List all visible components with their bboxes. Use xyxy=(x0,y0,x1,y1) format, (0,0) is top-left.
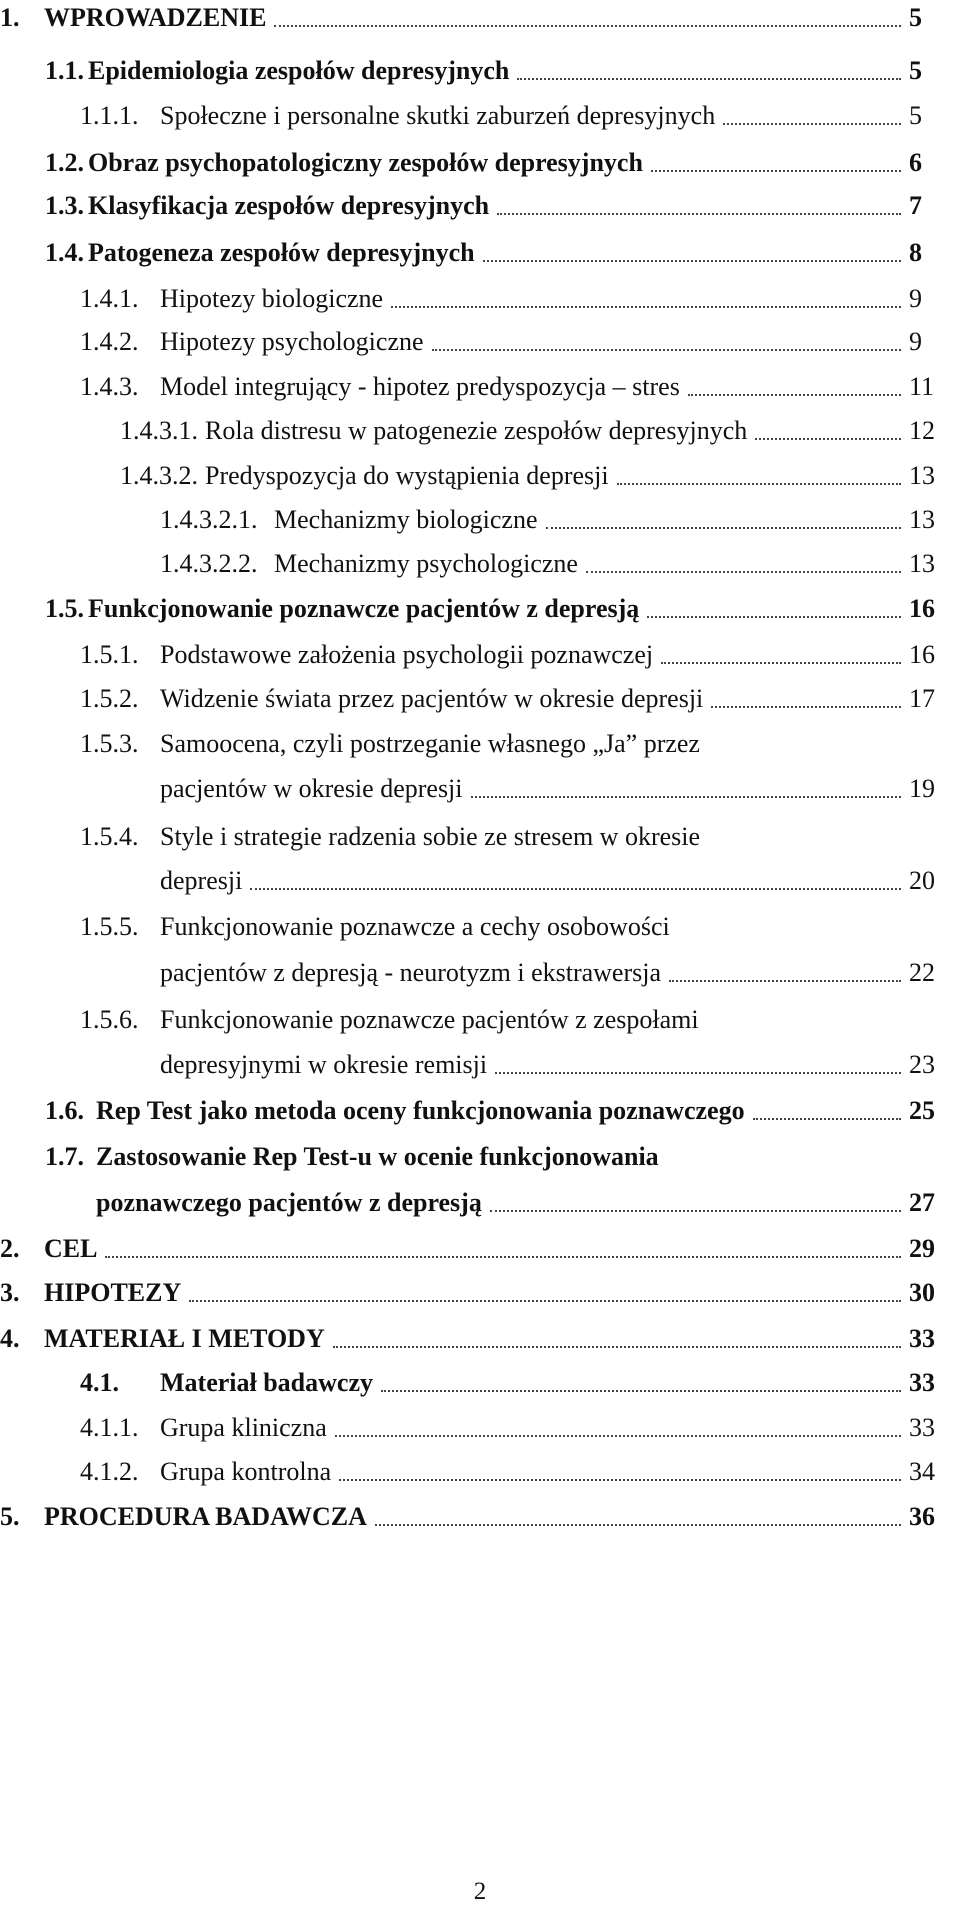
toc-entry-number: 1.4.3.2.1. xyxy=(160,505,258,534)
toc-entry-number: 1.3. xyxy=(45,191,84,220)
toc-entry-title: Mechanizmy biologiczne xyxy=(274,505,538,534)
toc-entry-page: 33 xyxy=(909,1368,935,1397)
toc-entry-number: 1.4. xyxy=(45,238,84,267)
toc-entry-title: Funkcjonowanie poznawcze pacjentów z zespołami xyxy=(160,1005,699,1034)
toc-entry-number: 1.5.4. xyxy=(80,822,139,851)
toc-entry-title: Model integrujący - hipotez predyspozycja – stres xyxy=(160,372,680,401)
toc-leader-dots xyxy=(391,306,901,308)
toc-entry-title-continued: pacjentów z depresją - neurotyzm i ekstrawersja xyxy=(160,958,662,987)
toc-entry-number: 1.6. xyxy=(45,1096,84,1125)
toc-entry-page: 33 xyxy=(909,1324,935,1353)
toc-leader-dots xyxy=(189,1300,901,1302)
toc-entry-title: Materiał badawczy xyxy=(160,1368,374,1397)
toc-entry-title: Samoocena, czyli postrzeganie własnego „Ja” przez xyxy=(160,729,700,758)
toc-leader-dots xyxy=(333,1346,901,1348)
toc-entry-title: HIPOTEZY xyxy=(44,1278,182,1307)
toc-entry-page: 33 xyxy=(909,1413,935,1442)
toc-entry-title: CEL xyxy=(44,1234,98,1263)
toc-entry-number: 3. xyxy=(0,1278,20,1307)
toc-entry-page: 9 xyxy=(909,327,922,356)
toc-entry-title: Obraz psychopatologiczny zespołów depresyjnych xyxy=(88,148,643,177)
toc-entry-page: 6 xyxy=(909,148,922,177)
toc-entry-number: 1.2. xyxy=(45,148,84,177)
toc-entry-number: 1.5.1. xyxy=(80,640,139,669)
toc-leader-dots xyxy=(517,78,901,80)
toc-entry-title-continued: pacjentów w okresie depresji xyxy=(160,774,463,803)
toc-entry-number: 1.5.6. xyxy=(80,1005,139,1034)
toc-leader-dots xyxy=(586,571,901,573)
toc-entry-page: 13 xyxy=(909,505,935,534)
toc-entry-title: Grupa kliniczna xyxy=(160,1413,327,1442)
toc-leader-dots xyxy=(339,1479,901,1481)
toc-entry-title: Podstawowe założenia psychologii poznawczej xyxy=(160,640,654,669)
toc-leader-dots xyxy=(490,1210,901,1212)
toc-leader-dots xyxy=(432,349,901,351)
toc-entry-page: 22 xyxy=(909,958,935,987)
toc-entry-number: 1.1.1. xyxy=(80,101,139,130)
toc-entry-page: 5 xyxy=(909,56,922,85)
toc-leader-dots xyxy=(711,706,901,708)
toc-leader-dots xyxy=(617,483,901,485)
toc-entry-title: Hipotezy psychologiczne xyxy=(160,327,424,356)
toc-leader-dots xyxy=(497,213,901,215)
toc-entry-page: 36 xyxy=(909,1502,935,1531)
toc-entry-page: 16 xyxy=(909,640,935,669)
toc-entry-title: Mechanizmy psychologiczne xyxy=(274,549,578,578)
toc-leader-dots xyxy=(755,438,901,440)
toc-entry-page: 5 xyxy=(909,3,922,32)
toc-leader-dots xyxy=(483,260,901,262)
toc-leader-dots xyxy=(381,1390,901,1392)
toc-entry-page: 17 xyxy=(909,684,935,713)
toc-entry-number: 1.4.3.1. xyxy=(120,416,198,445)
toc-entry-page: 34 xyxy=(909,1457,935,1486)
toc-entry-page: 13 xyxy=(909,549,935,578)
toc-entry-page: 7 xyxy=(909,191,922,220)
toc-entry-title: Klasyfikacja zespołów depresyjnych xyxy=(88,191,490,220)
toc-entry-title: Patogeneza zespołów depresyjnych xyxy=(88,238,475,267)
page-number: 2 xyxy=(473,1878,487,1905)
toc-leader-dots xyxy=(274,25,901,27)
toc-entry-title: Zastosowanie Rep Test-u w ocenie funkcjonowania xyxy=(96,1142,659,1171)
toc-entry-number: 1.5.3. xyxy=(80,729,139,758)
toc-entry-title: PROCEDURA BADAWCZA xyxy=(44,1502,367,1531)
toc-entry-number: 1.5.5. xyxy=(80,912,139,941)
toc-entry-title: Epidemiologia zespołów depresyjnych xyxy=(88,56,510,85)
toc-entry-title: Grupa kontrolna xyxy=(160,1457,332,1486)
toc-entry-page: 30 xyxy=(909,1278,935,1307)
toc-leader-dots xyxy=(375,1524,901,1526)
toc-entry-page: 23 xyxy=(909,1050,935,1079)
toc-leader-dots xyxy=(688,394,901,396)
toc-entry-number: 1.1. xyxy=(45,56,84,85)
toc-entry-number: 4.1.1. xyxy=(80,1413,139,1442)
toc-entry-title: Funkcjonowanie poznawcze pacjentów z depresją xyxy=(88,594,640,623)
toc-entry-number: 1.5.2. xyxy=(80,684,139,713)
toc-entry-page: 13 xyxy=(909,461,935,490)
toc-entry-title: Hipotezy biologiczne xyxy=(160,284,384,313)
toc-leader-dots xyxy=(647,616,901,618)
toc-entry-title: Rep Test jako metoda oceny funkcjonowania poznawczego xyxy=(96,1096,745,1125)
toc-entry-number: 1. xyxy=(0,3,20,32)
toc-entry-number: 1.7. xyxy=(45,1142,84,1171)
toc-entry-number: 4.1.2. xyxy=(80,1457,139,1486)
toc-leader-dots xyxy=(105,1256,901,1258)
toc-entry-number: 1.4.1. xyxy=(80,284,139,313)
toc-entry-title: Style i strategie radzenia sobie ze stresem w okresie xyxy=(160,822,701,851)
toc-entry-page: 8 xyxy=(909,238,922,267)
toc-entry-title: Rola distresu w patogenezie zespołów depresyjnych xyxy=(205,416,748,445)
toc-leader-dots xyxy=(753,1118,901,1120)
toc-entry-page: 11 xyxy=(909,372,935,401)
toc-entry-title-continued: depresji xyxy=(160,866,243,895)
toc-entry-title: Funkcjonowanie poznawcze a cechy osobowości xyxy=(160,912,670,941)
toc-entry-number: 1.5. xyxy=(45,594,84,623)
toc-entry-number: 5. xyxy=(0,1502,20,1531)
toc-entry-title: Predyspozycja do wystąpienia depresji xyxy=(205,461,609,490)
toc-entry-number: 1.4.3. xyxy=(80,372,139,401)
toc-entry-number: 4.1. xyxy=(80,1368,119,1397)
toc-leader-dots xyxy=(723,123,901,125)
toc-leader-dots xyxy=(471,796,901,798)
toc-leader-dots xyxy=(651,170,901,172)
toc-leader-dots xyxy=(669,980,901,982)
toc-entry-number: 1.4.3.2.2. xyxy=(160,549,258,578)
toc-leader-dots xyxy=(250,888,901,890)
toc-entry-page: 19 xyxy=(909,774,935,803)
toc-entry-number: 2. xyxy=(0,1234,20,1263)
toc-entry-page: 29 xyxy=(909,1234,935,1263)
toc-leader-dots xyxy=(546,527,901,529)
toc-leader-dots xyxy=(335,1435,901,1437)
toc-leader-dots xyxy=(495,1072,901,1074)
toc-entry-title-continued: poznawczego pacjentów z depresją xyxy=(96,1188,482,1217)
toc-entry-number: 1.4.2. xyxy=(80,327,139,356)
toc-entry-page: 16 xyxy=(909,594,935,623)
toc-entry-title: MATERIAŁ I METODY xyxy=(44,1324,325,1353)
toc-entry-page: 12 xyxy=(909,416,935,445)
toc-entry-title-continued: depresyjnymi w okresie remisji xyxy=(160,1050,488,1079)
toc-leader-dots xyxy=(661,662,901,664)
toc-entry-page: 20 xyxy=(909,866,935,895)
toc-entry-title: Widzenie świata przez pacjentów w okresie depresji xyxy=(160,684,704,713)
toc-entry-page: 5 xyxy=(909,101,922,130)
toc-entry-page: 9 xyxy=(909,284,922,313)
toc-entry-page: 25 xyxy=(909,1096,935,1125)
toc-entry-title: Społeczne i personalne skutki zaburzeń depresyjnych xyxy=(160,101,716,130)
toc-entry-number: 4. xyxy=(0,1324,20,1353)
toc-entry-number: 1.4.3.2. xyxy=(120,461,198,490)
toc-entry-title: WPROWADZENIE xyxy=(44,3,267,32)
toc-entry-page: 27 xyxy=(909,1188,935,1217)
